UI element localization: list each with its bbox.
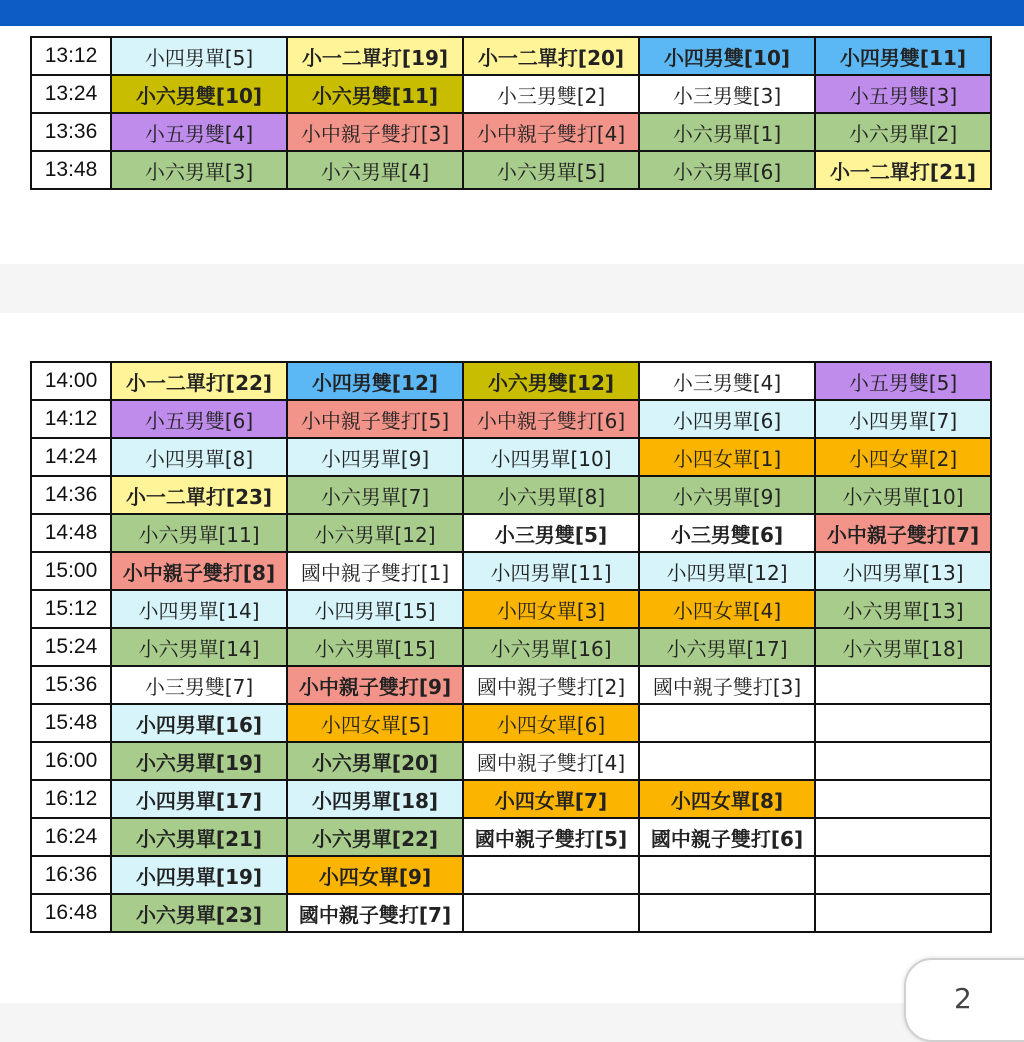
match-cell	[639, 704, 815, 742]
schedule-row	[31, 362, 991, 400]
schedule-table-1	[30, 36, 992, 190]
match-cell	[463, 894, 639, 932]
time-cell: 15:36	[31, 666, 111, 704]
match-cell: 小四女單[6]	[463, 704, 639, 742]
time-cell: 16:12	[31, 780, 111, 818]
match-cell: 國中親子雙打[7]	[287, 894, 463, 932]
match-cell: 小五男雙[6]	[111, 400, 287, 438]
match-cell: 國中親子雙打[2]	[463, 666, 639, 704]
schedule-row	[31, 780, 991, 818]
schedule-row	[31, 400, 991, 438]
match-cell: 小六男單[23]	[111, 894, 287, 932]
match-cell: 小六男雙[12]	[463, 362, 639, 400]
time-cell: 13:24	[31, 75, 111, 113]
match-cell	[815, 666, 991, 704]
schedule-row	[31, 856, 991, 894]
time-cell: 13:36	[31, 113, 111, 151]
schedule-row	[31, 704, 991, 742]
match-cell: 小六男單[16]	[463, 628, 639, 666]
match-cell	[815, 780, 991, 818]
match-cell: 小一二單打[19]	[287, 37, 463, 75]
match-cell	[815, 856, 991, 894]
schedule-row	[31, 514, 991, 552]
match-cell: 小一二單打[22]	[111, 362, 287, 400]
schedule-row	[31, 666, 991, 704]
time-cell: 13:48	[31, 151, 111, 189]
match-cell: 國中親子雙打[6]	[639, 818, 815, 856]
match-cell: 小四女單[9]	[287, 856, 463, 894]
match-cell: 小中親子雙打[6]	[463, 400, 639, 438]
match-cell: 小四男單[8]	[111, 438, 287, 476]
match-cell	[815, 704, 991, 742]
time-cell: 14:12	[31, 400, 111, 438]
schedule-row	[31, 438, 991, 476]
time-cell: 15:12	[31, 590, 111, 628]
time-cell: 14:24	[31, 438, 111, 476]
top-bar	[0, 0, 1024, 26]
schedule-row	[31, 894, 991, 932]
match-cell: 小六男單[17]	[639, 628, 815, 666]
schedule-row	[31, 476, 991, 514]
schedule-row	[31, 151, 991, 189]
match-cell: 小五男雙[4]	[111, 113, 287, 151]
time-cell: 13:12	[31, 37, 111, 75]
match-cell: 小六男單[10]	[815, 476, 991, 514]
match-cell	[815, 894, 991, 932]
match-cell: 小六男單[9]	[639, 476, 815, 514]
match-cell: 小三男雙[4]	[639, 362, 815, 400]
schedule-card-2	[0, 313, 1024, 1003]
schedule-row	[31, 37, 991, 75]
match-cell	[639, 856, 815, 894]
match-cell: 小六男單[12]	[287, 514, 463, 552]
match-cell: 小六男單[4]	[287, 151, 463, 189]
match-cell	[815, 742, 991, 780]
match-cell: 小六男單[18]	[815, 628, 991, 666]
match-cell: 小六男單[21]	[111, 818, 287, 856]
match-cell: 小六男單[15]	[287, 628, 463, 666]
match-cell: 小四男雙[12]	[287, 362, 463, 400]
page-number-label: 2	[954, 982, 972, 1015]
match-cell: 小五男雙[5]	[815, 362, 991, 400]
match-cell: 小四男單[9]	[287, 438, 463, 476]
match-cell: 小六男雙[11]	[287, 75, 463, 113]
match-cell: 小四男單[11]	[463, 552, 639, 590]
match-cell: 小六男單[5]	[463, 151, 639, 189]
match-cell: 小六男單[8]	[463, 476, 639, 514]
page-number-button[interactable]	[904, 958, 1024, 1042]
schedule-table-2	[30, 361, 992, 933]
match-cell: 小六男單[7]	[287, 476, 463, 514]
match-cell: 小六男單[1]	[639, 113, 815, 151]
match-cell: 國中親子雙打[4]	[463, 742, 639, 780]
match-cell: 小四男單[13]	[815, 552, 991, 590]
match-cell: 小四女單[3]	[463, 590, 639, 628]
match-cell: 小六男單[20]	[287, 742, 463, 780]
match-cell: 小三男雙[7]	[111, 666, 287, 704]
match-cell: 國中親子雙打[1]	[287, 552, 463, 590]
time-cell: 16:00	[31, 742, 111, 780]
match-cell: 小六男單[2]	[815, 113, 991, 151]
schedule-row	[31, 552, 991, 590]
match-cell: 小四男單[16]	[111, 704, 287, 742]
match-cell: 小四男單[6]	[639, 400, 815, 438]
match-cell: 小四女單[2]	[815, 438, 991, 476]
match-cell	[815, 818, 991, 856]
match-cell: 國中親子雙打[5]	[463, 818, 639, 856]
match-cell: 小六男單[11]	[111, 514, 287, 552]
match-cell: 小四男雙[11]	[815, 37, 991, 75]
schedule-row	[31, 590, 991, 628]
match-cell: 小六男單[3]	[111, 151, 287, 189]
match-cell: 小中親子雙打[8]	[111, 552, 287, 590]
time-cell: 14:00	[31, 362, 111, 400]
match-cell: 小一二單打[20]	[463, 37, 639, 75]
time-cell: 14:48	[31, 514, 111, 552]
match-cell: 小四女單[8]	[639, 780, 815, 818]
match-cell: 國中親子雙打[3]	[639, 666, 815, 704]
match-cell: 小中親子雙打[7]	[815, 514, 991, 552]
match-cell: 小三男雙[2]	[463, 75, 639, 113]
match-cell: 小四女單[7]	[463, 780, 639, 818]
match-cell: 小一二單打[23]	[111, 476, 287, 514]
schedule-row	[31, 742, 991, 780]
match-cell: 小一二單打[21]	[815, 151, 991, 189]
match-cell	[463, 856, 639, 894]
time-cell: 16:24	[31, 818, 111, 856]
time-cell: 14:36	[31, 476, 111, 514]
match-cell: 小四男單[14]	[111, 590, 287, 628]
match-cell: 小四男單[10]	[463, 438, 639, 476]
match-cell	[639, 894, 815, 932]
match-cell: 小四男單[5]	[111, 37, 287, 75]
time-cell: 15:24	[31, 628, 111, 666]
schedule-card-1	[0, 26, 1024, 264]
match-cell: 小中親子雙打[3]	[287, 113, 463, 151]
time-cell: 16:48	[31, 894, 111, 932]
match-cell: 小三男雙[3]	[639, 75, 815, 113]
match-cell: 小四男雙[10]	[639, 37, 815, 75]
match-cell: 小六男單[14]	[111, 628, 287, 666]
match-cell: 小中親子雙打[4]	[463, 113, 639, 151]
match-cell: 小中親子雙打[5]	[287, 400, 463, 438]
match-cell: 小五男雙[3]	[815, 75, 991, 113]
schedule-row	[31, 113, 991, 151]
match-cell: 小四男單[18]	[287, 780, 463, 818]
match-cell: 小四男單[19]	[111, 856, 287, 894]
match-cell: 小三男雙[6]	[639, 514, 815, 552]
schedule-row	[31, 628, 991, 666]
match-cell: 小四男單[15]	[287, 590, 463, 628]
match-cell	[639, 742, 815, 780]
time-cell: 15:48	[31, 704, 111, 742]
time-cell: 15:00	[31, 552, 111, 590]
match-cell: 小六男雙[10]	[111, 75, 287, 113]
match-cell: 小六男單[6]	[639, 151, 815, 189]
match-cell: 小四女單[4]	[639, 590, 815, 628]
time-cell: 16:36	[31, 856, 111, 894]
match-cell: 小四女單[5]	[287, 704, 463, 742]
match-cell: 小三男雙[5]	[463, 514, 639, 552]
match-cell: 小四男單[7]	[815, 400, 991, 438]
match-cell: 小六男單[22]	[287, 818, 463, 856]
match-cell: 小六男單[19]	[111, 742, 287, 780]
match-cell: 小四男單[17]	[111, 780, 287, 818]
match-cell: 小六男單[13]	[815, 590, 991, 628]
schedule-row	[31, 818, 991, 856]
schedule-row	[31, 75, 991, 113]
match-cell: 小四女單[1]	[639, 438, 815, 476]
match-cell: 小中親子雙打[9]	[287, 666, 463, 704]
match-cell: 小四男單[12]	[639, 552, 815, 590]
